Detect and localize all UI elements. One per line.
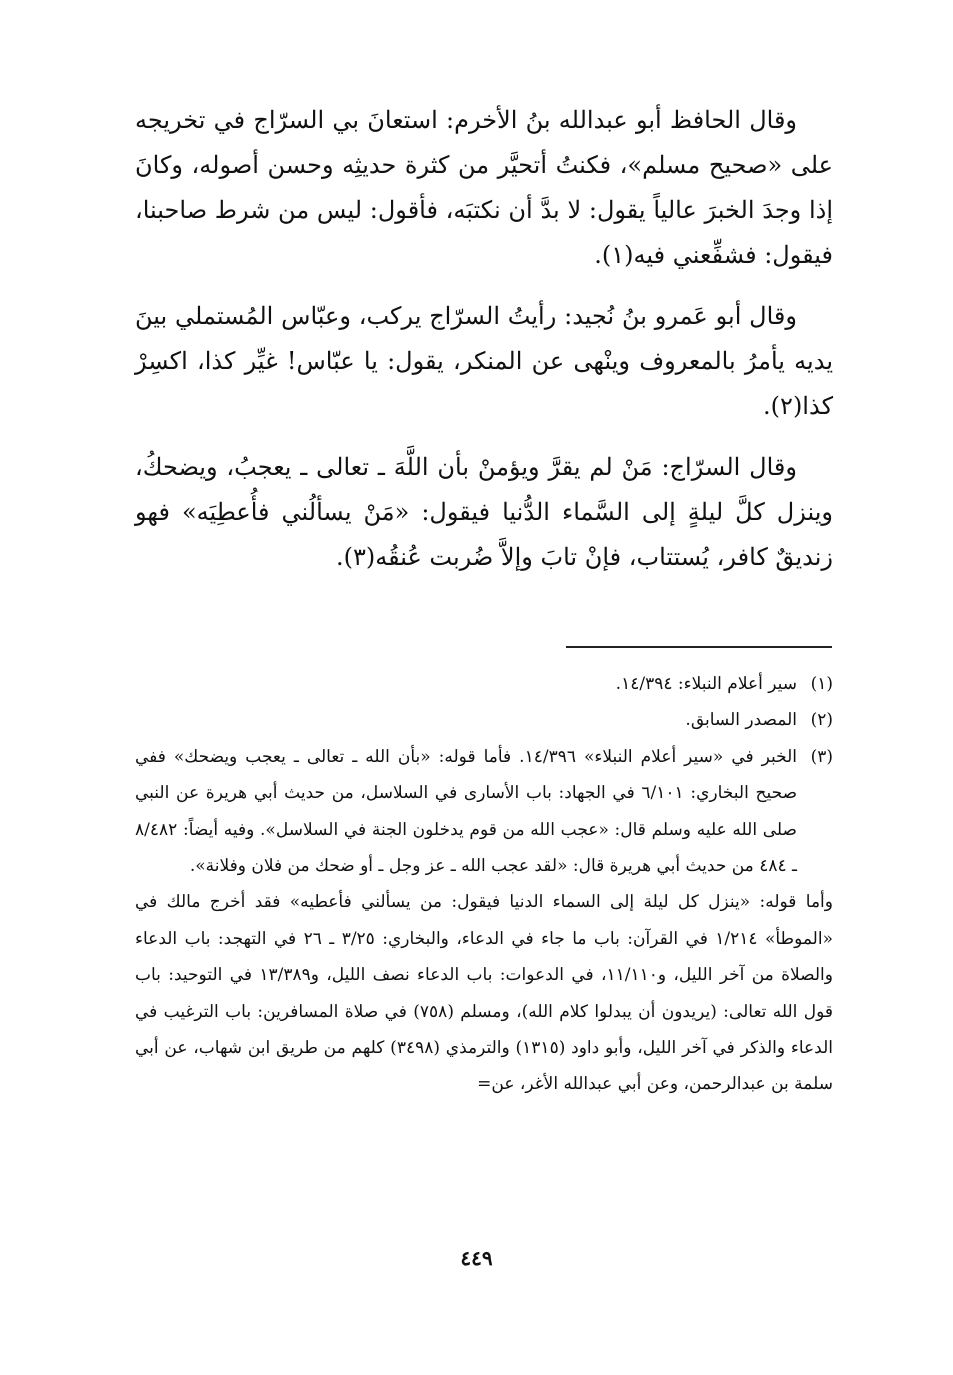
- page-number: ٤٤٩: [460, 1246, 493, 1270]
- footnote-text: الخبر في «سير أعلام النبلاء» ١٤/٣٩٦. فأما قوله: «بأن الله ـ تعالى ـ يعجب ويضحك» ففي صحيح البخاري: ٦/١٠١ في الجهاد: باب الأسارى في السلاسل، من حديث أبي هريرة عن النبي صلى الله عليه وسلم قال: «عجب الله من قوم يدخلون الجنة في السلاسل». وفيه أيضاً: ٨/٤٨٢ ـ ٤٨٤ من حديث أبي هريرة قال: «لقد عجب الله ـ عز وجل ـ أو ضحك من فلان وفلانة».: [135, 746, 798, 877]
- footnote: [135, 739, 833, 885]
- footnotes: [135, 666, 833, 1103]
- footnote-number: (١): [810, 674, 833, 694]
- footnote-number: (٢): [810, 710, 833, 731]
- footnote: [135, 666, 833, 702]
- footnote-number: (٣): [810, 746, 833, 767]
- paragraph: وقال الحافظ أبو عبدالله بنُ الأخرم: استعانَ بي السرّاج في تخريجه على «صحيح مسلم»، فكنتُ أتحيَّر من كثرة حديثِه وحسن أصوله، وكانَ إذا وجدَ الخبرَ عالياً يقول: لا بدَّ أن نكتبَه، فأقول: ليس من شرط صاحبنا، فيقول: فشفِّعني فيه(١).: [135, 106, 833, 269]
- paragraph: وقال أبو عَمرو بنُ نُجيد: رأيتُ السرّاج يركب، وعبّاس المُستملي بينَ يديه يأمرُ بالمعروف وينْهى عن المنكر، يقول: يا عبّاس! غيِّر كذا، اكسِرْ كذا(٢).: [135, 302, 833, 420]
- footnote-separator: [566, 646, 832, 648]
- paragraph: وقال السرّاج: مَنْ لم يقرَّ ويؤمنْ بأن اللَّهَ ـ تعالى ـ يعجبُ، ويضحكُ، وينزل كلَّ ليلةٍ إلى السَّماء الدُّنيا فيقول: «مَنْ يسألُني فأُعطِيَه» فهو زنديقٌ كافر، يُستتاب، فإنْ تابَ وإلاَّ ضُربت عُنقُه(٣).: [135, 453, 833, 571]
- footnote-continuation: وأما قوله: «ينزل كل ليلة إلى السماء الدنيا فيقول: من يسألني فأعطيه» فقد أخرج مالك في «الموطأ» ١/٢١٤ في القرآن: باب ما جاء في الدعاء، والبخاري: ٣/٢٥ ـ ٢٦ في التهجد: باب الدعاء والصلاة من آخر الليل، و١١/١١٠، في الدعوات: باب الدعاء نصف الليل، و١٣/٣٨٩ في التوحيد: باب قول الله تعالى: (يريدون أن يبدلوا كلام الله)، ومسلم (٧٥٨) في صلاة المسافرين: باب الترغيب في الدعاء والذكر في آخر الليل، وأبو داود (١٣١٥) والترمذي (٣٤٩٨) كلهم من طريق ابن شهاب، عن أبي سلمة بن عبدالرحمن، وعن أبي عبدالله الأغر، عن=: [135, 892, 834, 1095]
- footnote-text: المصدر السابق.: [685, 710, 797, 731]
- footnote-text: سير أعلام النبلاء: ١٤/٣٩٤.: [615, 674, 797, 694]
- main-text: [135, 98, 833, 596]
- footnote: [135, 702, 833, 738]
